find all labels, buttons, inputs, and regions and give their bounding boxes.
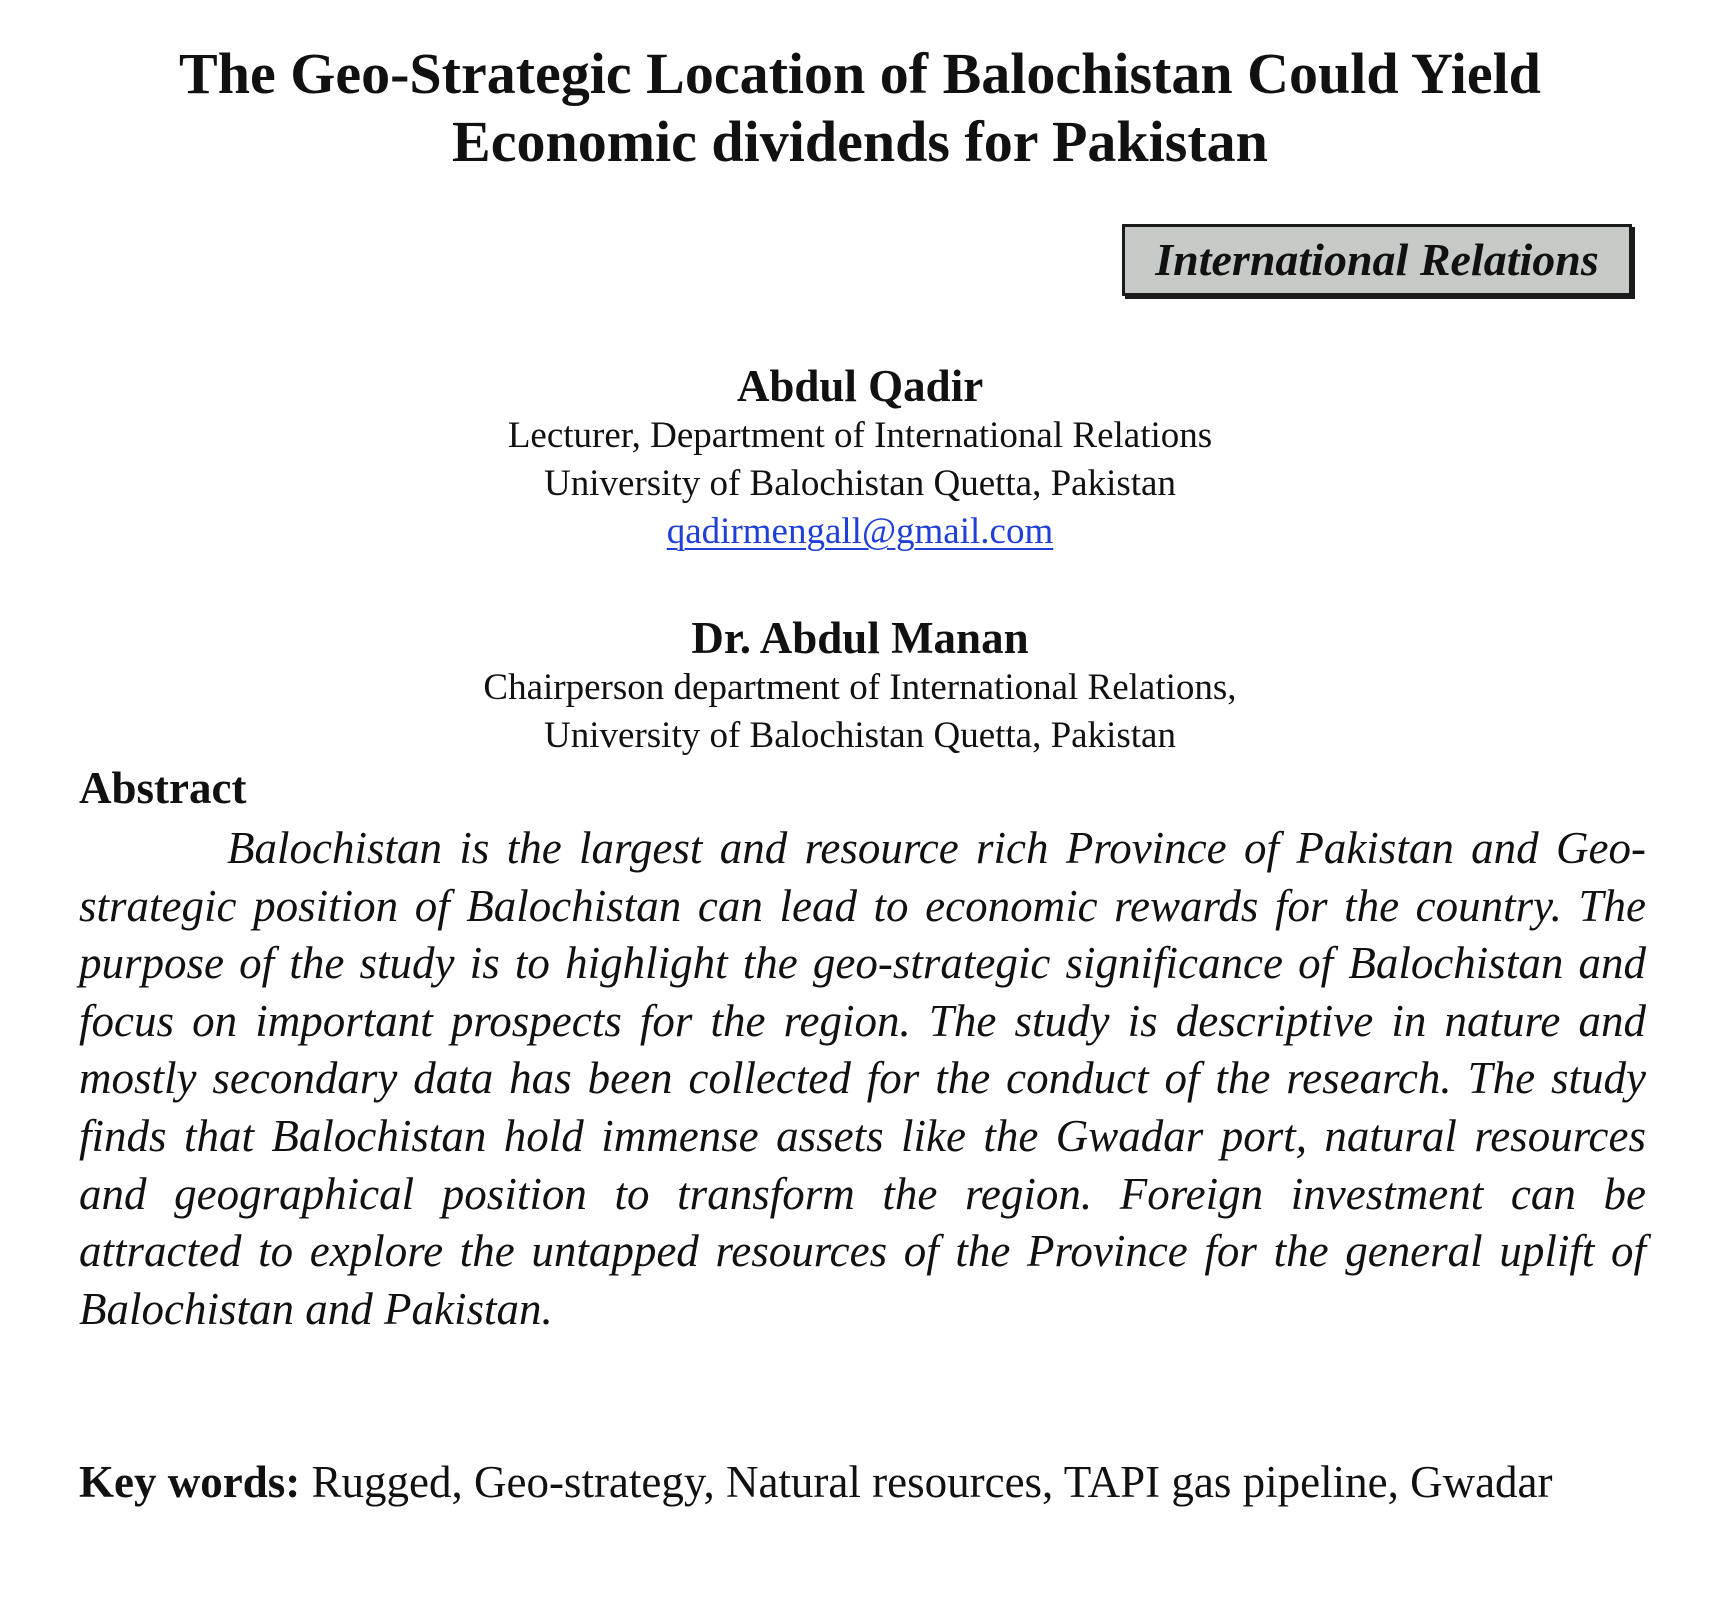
keywords-section — [79, 1454, 1639, 1510]
author-block-2 — [80, 612, 1640, 760]
abstract-heading: Abstract — [79, 763, 247, 813]
paper-title: The Geo-Strategic Location of Balochistan Could Yield Economic dividends for Pakistan — [179, 41, 1541, 174]
keywords-text: Rugged, Geo-strategy, Natural resources, TAPI gas pipeline, Gwadar — [311, 1457, 1553, 1507]
author-block-1 — [80, 360, 1640, 556]
author-name: Dr. Abdul Manan — [691, 613, 1029, 663]
author-name: Abdul Qadir — [736, 361, 984, 411]
author-affiliation: University of Balochistan Quetta, Pakistan — [544, 715, 1176, 756]
author-email-link[interactable]: qadirmengall@gmail.com — [666, 511, 1054, 552]
abstract-text: Balochistan is the largest and resource rich Province of Pakistan and Geo-strategic position of Balochistan can lead to economic rewards for the country. The purpose of the study is to highlight the geo-strategic significance of Balochistan and focus on important prospects for the region. The study is descriptive in nature and mostly secondary data has been collected for the conduct of the research. The study finds that Balochistan hold immense assets like the Gwadar port, natural resources and geographical position to transform the region. Foreign investment can be attracted to explore the untapped resources of the Province for the general uplift of Balochistan and Pakistan. — [79, 823, 1646, 1334]
subject-badge: International Relations — [1122, 224, 1632, 296]
author-position: Lecturer, Department of International Relations — [507, 415, 1213, 456]
author-affiliation: University of Balochistan Quetta, Pakistan — [544, 463, 1176, 504]
keywords-label: Key words: — [79, 1457, 301, 1507]
author-email-line — [80, 508, 1640, 556]
author-position: Chairperson department of International Relations, — [483, 667, 1237, 708]
